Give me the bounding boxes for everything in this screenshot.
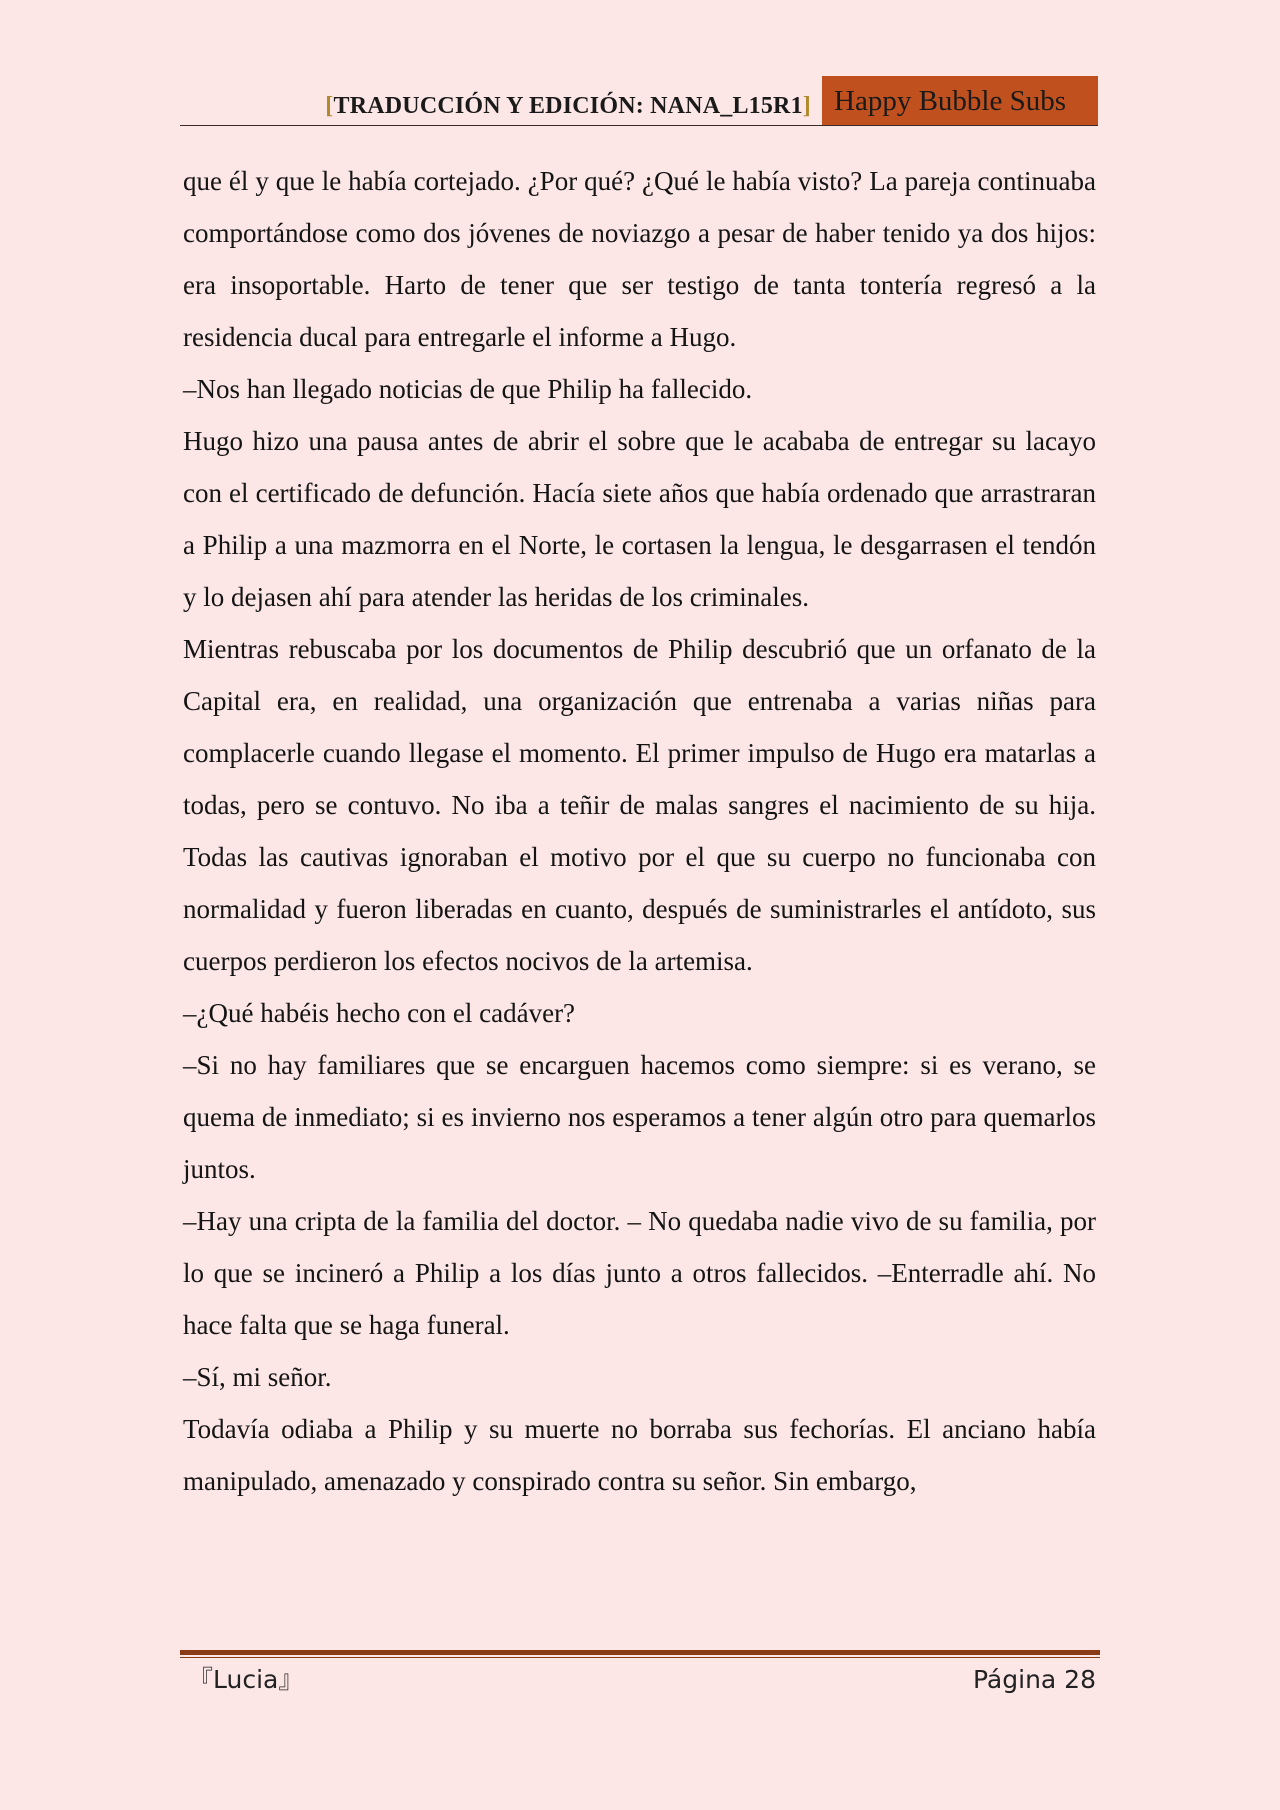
paragraph: Hugo hizo una pausa antes de abrir el sobre que le acababa de entregar su lacayo con el certificado de defunción. Hacía siete años que había ordenado que arrastraran a Philip a una mazmorra en el Norte, le cortasen la lengua, le desgarrasen el tendón y lo dejasen ahí para atender las heridas de los criminales.: [183, 426, 1096, 612]
translation-credit: [325, 93, 811, 120]
paragraph: Todavía odiaba a Philip y su muerte no borraba sus fechorías. El anciano había manipulado, amenazado y conspirado contra su señor. Sin embargo,: [183, 1414, 1096, 1496]
paragraph: Mientras rebuscaba por los documentos de Philip descubrió que un orfanato de la Capital era, en realidad, una organización que entrenaba a varias niñas para complacerle cuando llegase el momento. El primer impulso de Hugo era matarlas a todas, pero se contuvo. No iba a teñir de malas sangres el nacimiento de su hija. Todas las cautivas ignoraban el motivo por el que su cuerpo no funcionaba con normalidad y fueron liberadas en cuanto, después de suministrarles el antídoto, sus cuerpos perdieron los efectos nocivos de la artemisa.: [183, 634, 1096, 976]
paragraph: –Si no hay familiares que se encarguen hacemos como siempre: si es verano, se quema de inmediato; si es invierno nos esperamos a tener algún otro para quemarlos juntos.: [183, 1050, 1096, 1184]
header-divider: [180, 125, 1098, 126]
footer-divider-thin: [180, 1657, 1100, 1658]
page-number: Página 28: [972, 1665, 1096, 1694]
paragraph: –Nos han llegado noticias de que Philip ha fallecido.: [183, 374, 753, 404]
group-name-box: Happy Bubble Subs: [822, 76, 1098, 126]
paragraph: –Hay una cripta de la familia del doctor. – No quedaba nadie vivo de su familia, por lo que se incineró a Philip a los días junto a otros fallecidos. –Enterradle ahí. No hace falta que se haga funeral.: [183, 1206, 1096, 1340]
page-header: [180, 76, 1098, 126]
paragraph: que él y que le había cortejado. ¿Por qué? ¿Qué le había visto? La pareja continuaba comportándose como dos jóvenes de noviazgo a pesar de haber tenido ya dos hijos: era insoportable. Harto de tener que ser testigo de tanta tontería regresó a la residencia ducal para entregarle el informe a Hugo.: [183, 166, 1096, 352]
credit-text: TRADUCCIÓN Y EDICIÓN: NANA_L15R1: [333, 93, 803, 119]
bracket-close: ]: [802, 93, 811, 119]
book-title: 『Lucia』: [188, 1665, 304, 1694]
bracket-open: [: [325, 93, 334, 119]
footer-divider-thick: [180, 1650, 1100, 1655]
paragraph: –¿Qué habéis hecho con el cadáver?: [183, 998, 576, 1028]
page-body: [183, 155, 1096, 1507]
paragraph: –Sí, mi señor.: [183, 1362, 332, 1392]
